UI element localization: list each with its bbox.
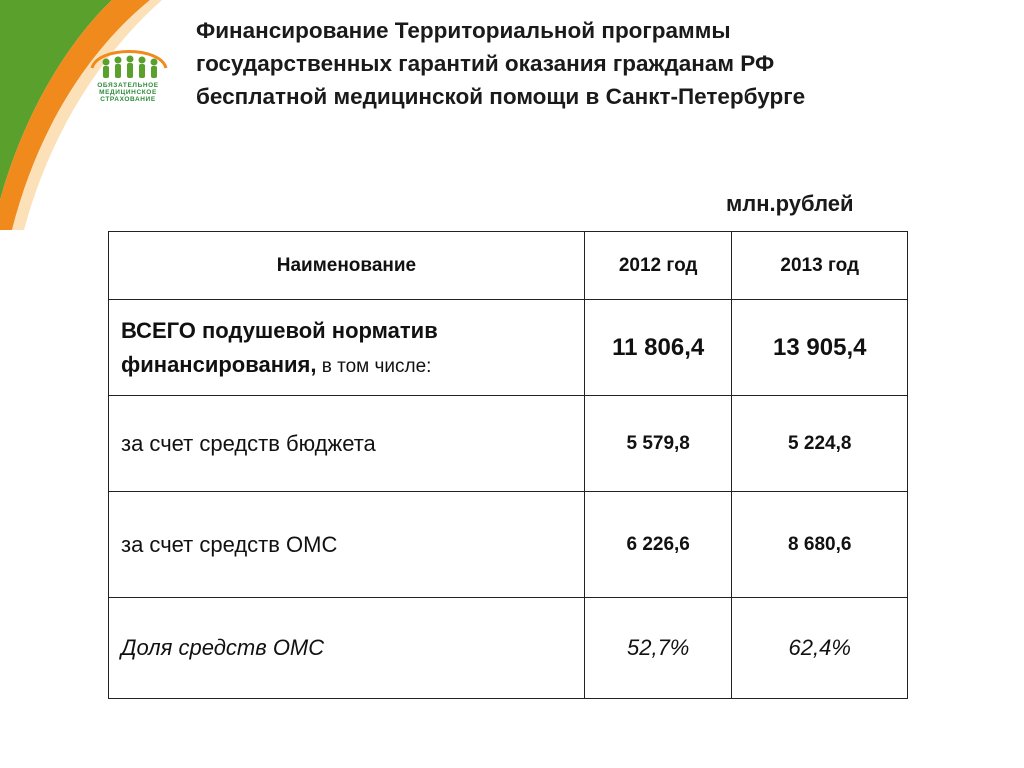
value-2013: 62,4% <box>732 598 908 699</box>
page-title <box>196 14 996 113</box>
logo-text-line: ОБЯЗАТЕЛЬНОЕ <box>97 82 159 89</box>
row-name-cell: за счет средств ОМС <box>109 492 585 598</box>
logo-text-line: СТРАХОВАНИЕ <box>100 96 156 103</box>
row-name-bold: ВСЕГО подушевой норматив финансирования, <box>121 317 438 377</box>
table-row <box>109 492 908 598</box>
header-2012: 2012 год <box>584 232 732 300</box>
header-2013: 2013 год <box>732 232 908 300</box>
logo-text <box>80 82 176 103</box>
row-name-cell: за счет средств бюджета <box>109 396 585 492</box>
value-2013: 5 224,8 <box>732 396 908 492</box>
unit-label: млн.рублей <box>726 191 854 216</box>
row-name-rest: в том числе: <box>316 355 432 377</box>
value-2012: 52,7% <box>584 598 732 699</box>
title-line-1: Финансирование Территориальной программы <box>196 18 731 43</box>
financing-table <box>108 231 908 699</box>
logo-text-line: МЕДИЦИНСКОЕ <box>99 89 157 96</box>
oms-logo-icon <box>84 38 174 84</box>
row-name-cell <box>109 300 585 396</box>
value-2013: 8 680,6 <box>732 492 908 598</box>
table-row <box>109 300 908 396</box>
value-2012: 5 579,8 <box>584 396 732 492</box>
header-name: Наименование <box>109 232 585 300</box>
corner-decoration <box>0 0 190 230</box>
table-header-row <box>109 232 908 300</box>
value-2012: 11 806,4 <box>584 300 732 396</box>
value-2013: 13 905,4 <box>732 300 908 396</box>
title-line-3: бесплатной медицинской помощи в Санкт-Петербурге <box>196 84 806 109</box>
table-row <box>109 598 908 699</box>
table-row <box>109 396 908 492</box>
title-line-2: государственных гарантий оказания гражданам РФ <box>196 51 775 76</box>
value-2012: 6 226,6 <box>584 492 732 598</box>
row-name-cell: Доля средств ОМС <box>109 598 585 699</box>
